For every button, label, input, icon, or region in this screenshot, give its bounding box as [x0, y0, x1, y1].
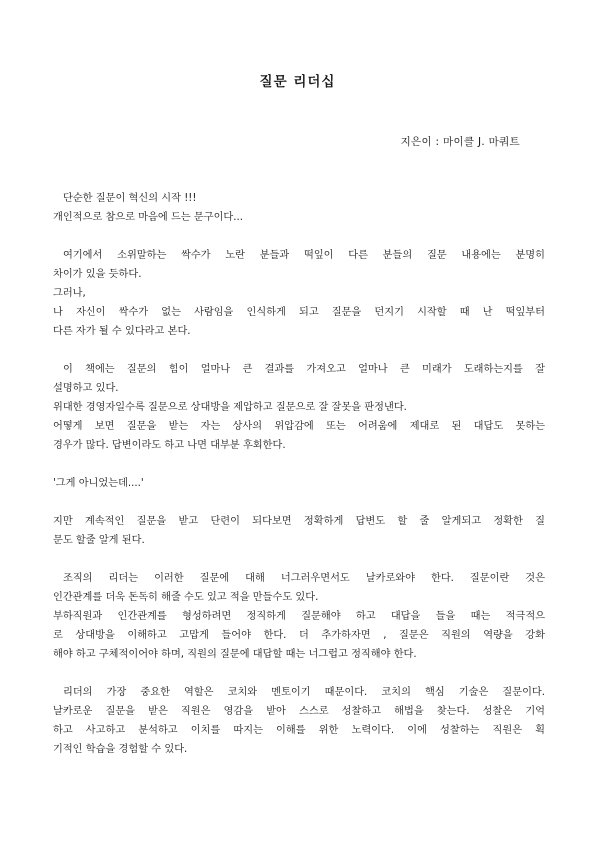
paragraph [53, 569, 545, 664]
paragraph-line: 단순한 질문이 혁신의 시작 !!! [63, 193, 197, 204]
paragraph-line: 위대한 경영자일수록 질문으로 상대방을 제압하고 질문으로 잘 잘못을 판정낸다. [53, 402, 407, 413]
paragraph [53, 246, 545, 341]
paragraph-line: 하고 사고하고 분석하고 이치를 따지는 이해를 위한 노력이다. 이에 성찰하는 직원은 획 [53, 725, 545, 736]
paragraph [53, 683, 545, 759]
paragraph-line: 부하직원과 인간관계를 형성하려면 정직하게 질문해야 하고 대답을 들을 때는 적극적으 [53, 611, 545, 622]
paragraph-line: 지만 계속적인 질문을 받고 단련이 되다보면 정확하게 답변도 할 줄 알게되고 정확한 질 [53, 516, 545, 527]
paragraph-line: 차이가 있을 듯하다. [53, 269, 142, 280]
document-body [53, 189, 545, 778]
paragraph-line: 조직의 리더는 이러한 질문에 대해 너그러우면서도 날카로와야 한다. 질문이란 것은 [63, 573, 545, 584]
paragraph-line: 리더의 가장 중요한 역할은 코치와 멘토이기 때문이다. 코치의 핵심 기술은 질문이다. [63, 687, 545, 698]
paragraph-line: 인간관계를 더욱 돈독히 해줄 수도 있고 적을 만들수도 있다. [53, 592, 319, 603]
paragraph-line: 이 책에는 질문의 힘이 얼마나 큰 결과를 가져오고 얼마나 큰 미래가 도래하는지를 잘 [63, 364, 545, 375]
paragraph-line: 해야 하고 구체적이어야 하며, 직원의 질문에 대답할 때는 너그럽고 정직해야 한다. [53, 649, 417, 660]
author-line: 지은이 : 마이클 J. 마쿼트 [400, 136, 520, 148]
document-title: 질문 리더십 [259, 74, 336, 90]
paragraph [53, 512, 545, 550]
paragraph-line: 다른 자가 될 수 있다라고 본다. [53, 326, 191, 337]
paragraph-line: 개인적으로 참으로 마음에 드는 문구이다... [53, 212, 243, 223]
paragraph [53, 474, 545, 493]
paragraph-line: 그러나, [53, 288, 86, 299]
paragraph-line: 어떻게 보면 질문을 받는 자는 상사의 위압감에 또는 어려움에 제대로 된 대답도 못하는 [53, 421, 545, 432]
paragraph [53, 189, 545, 227]
paragraph-line: 여기에서 소위말하는 싹수가 노란 분들과 떡잎이 다른 분들의 질문 내용에는 분명히 [63, 250, 545, 261]
paragraph-line: 기적인 학습을 경험할 수 있다. [53, 744, 188, 755]
paragraph-line: '그게 아니었는데....' [53, 478, 144, 489]
paragraph-line: 경우가 많다. 답변이라도 하고 나면 대부분 후회한다. [53, 440, 286, 451]
paragraph-line: 날카로운 질문을 받은 직원은 영감을 받아 스스로 성찰하고 해법을 찾는다. 성찰은 기억 [53, 706, 545, 717]
paragraph-line: 문도 할줄 알게 된다. [53, 535, 145, 546]
paragraph [53, 360, 545, 455]
paragraph-line: 설명하고 있다. [53, 383, 119, 394]
paragraph-line: 나 자신이 싹수가 없는 사람임을 인식하게 되고 질문을 던지기 시작할 때 난 떡잎부터 [53, 307, 545, 318]
paragraph-line: 로 상대방을 이해하고 고맙게 들어야 한다. 더 추가하자면 , 질문은 직원의 역량을 강화 [53, 630, 545, 641]
